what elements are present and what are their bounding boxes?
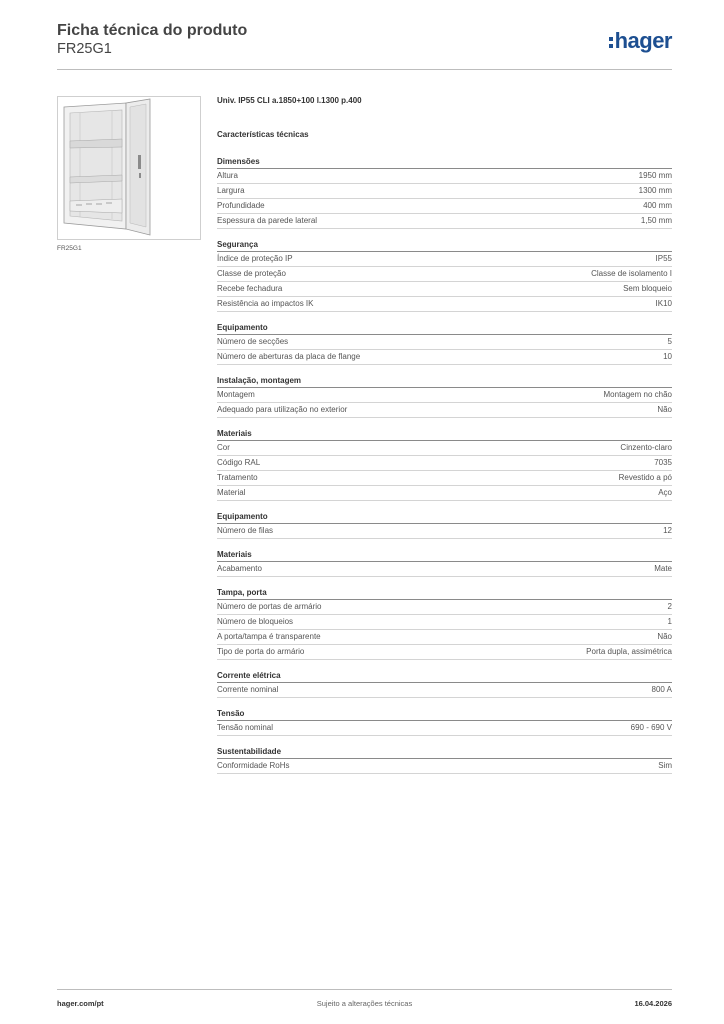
spec-row [217,456,672,471]
spec-value: Montagem no chão [603,390,672,399]
spec-row [217,562,672,577]
spec-value: 12 [663,526,672,535]
spec-row [217,350,672,365]
product-code: FR25G1 [57,41,112,57]
spec-label: A porta/tampa é transparente [217,632,321,641]
spec-value: Classe de isolamento I [591,269,672,278]
spec-label: Montagem [217,390,255,399]
spec-row [217,282,672,297]
page-footer [57,989,672,1014]
spec-value: 10 [663,352,672,361]
spec-label: Número de filas [217,526,274,535]
spec-value: Não [657,405,672,414]
spec-row [217,267,672,282]
spec-row [217,441,672,456]
spec-row [217,721,672,736]
spec-value: 2 [667,602,672,611]
spec-label: Classe de proteção [217,269,286,278]
spec-value: Aço [658,488,672,497]
spec-label: Largura [217,186,245,195]
spec-group [217,549,672,577]
spec-group-title: Materiais [217,428,672,441]
spec-value: Sim [658,761,672,770]
logo-dots-icon [609,37,613,48]
spec-label: Tratamento [217,473,258,482]
spec-group [217,428,672,501]
spec-value: 1300 mm [638,186,672,195]
spec-group [217,239,672,312]
spec-value: Cinzento-claro [620,443,672,452]
product-image [57,96,201,240]
spec-label: Conformidade RoHs [217,761,290,770]
spec-value: 1950 mm [638,171,672,180]
product-description: Univ. IP55 CLI a.1850+100 l.1300 p.400 [217,96,362,105]
footer-note: Sujeito a alterações técnicas [316,999,413,1008]
spec-row [217,184,672,199]
spec-row [217,388,672,403]
spec-value: 7035 [654,458,672,467]
spec-row [217,524,672,539]
spec-label: Número de portas de armário [217,602,322,611]
spec-row [217,297,672,312]
spec-group [217,670,672,698]
spec-group [217,322,672,365]
spec-label: Índice de proteção IP [217,254,293,263]
spec-groups [217,156,672,774]
spec-row [217,615,672,630]
spec-label: Altura [217,171,238,180]
spec-group-title: Corrente elétrica [217,670,672,683]
spec-value: Não [657,632,672,641]
spec-label: Adequado para utilização no exterior [217,405,348,414]
spec-label: Tensão nominal [217,723,274,732]
spec-group [217,511,672,539]
spec-group-title: Dimensões [217,156,672,169]
spec-row [217,759,672,774]
specifications [217,96,672,784]
spec-row [217,683,672,698]
spec-row [217,252,672,267]
spec-group-title: Equipamento [217,511,672,524]
spec-value: Revestido a pó [618,473,672,482]
spec-label: Corrente nominal [217,685,279,694]
spec-label: Código RAL [217,458,261,467]
spec-label: Material [217,488,246,497]
spec-label: Cor [217,443,230,452]
spec-value: IP55 [655,254,672,263]
spec-row [217,199,672,214]
spec-value: 690 - 690 V [630,723,672,732]
cabinet-illustration [58,97,200,239]
spec-value: 1,50 mm [640,216,672,225]
spec-row [217,169,672,184]
spec-row [217,403,672,418]
spec-label: Recebe fechadura [217,284,283,293]
spec-group-title: Materiais [217,549,672,562]
spec-row [217,630,672,645]
spec-group-title: Tensão [217,708,672,721]
spec-group [217,708,672,736]
spec-label: Número de aberturas da placa de flange [217,352,361,361]
spec-value: 800 A [651,685,672,694]
spec-label: Espessura da parede lateral [217,216,318,225]
spec-row [217,335,672,350]
spec-value: Mate [654,564,672,573]
page-header [57,22,672,70]
spec-group [217,375,672,418]
spec-group [217,746,672,774]
section-heading: Características técnicas [217,130,309,139]
spec-group-title: Instalação, montagem [217,375,672,388]
spec-value: IK10 [655,299,672,308]
spec-row [217,486,672,501]
footer-date: 16.04.2026 [634,999,672,1008]
spec-value: 1 [667,617,672,626]
spec-value: 400 mm [643,201,672,210]
spec-group-title: Equipamento [217,322,672,335]
spec-group-title: Segurança [217,239,672,252]
footer-website: hager.com/pt [57,999,104,1008]
spec-group-title: Tampa, porta [217,587,672,600]
spec-row [217,645,672,660]
spec-label: Número de bloqueios [217,617,294,626]
spec-label: Profundidade [217,201,265,210]
spec-label: Número de secções [217,337,289,346]
spec-group [217,156,672,229]
spec-row [217,471,672,486]
logo-text: hager [614,28,672,53]
spec-label: Resistência ao impactos IK [217,299,314,308]
image-caption: FR25G1 [57,245,82,252]
spec-label: Tipo de porta do armário [217,647,305,656]
spec-value: Porta dupla, assimétrica [586,647,672,656]
spec-group-title: Sustentabilidade [217,746,672,759]
spec-value: 5 [667,337,672,346]
spec-label: Acabamento [217,564,262,573]
spec-value: Sem bloqueio [623,284,672,293]
hager-logo [609,28,672,54]
spec-row [217,214,672,229]
spec-row [217,600,672,615]
spec-group [217,587,672,660]
document-title: Ficha técnica do produto [57,22,248,39]
